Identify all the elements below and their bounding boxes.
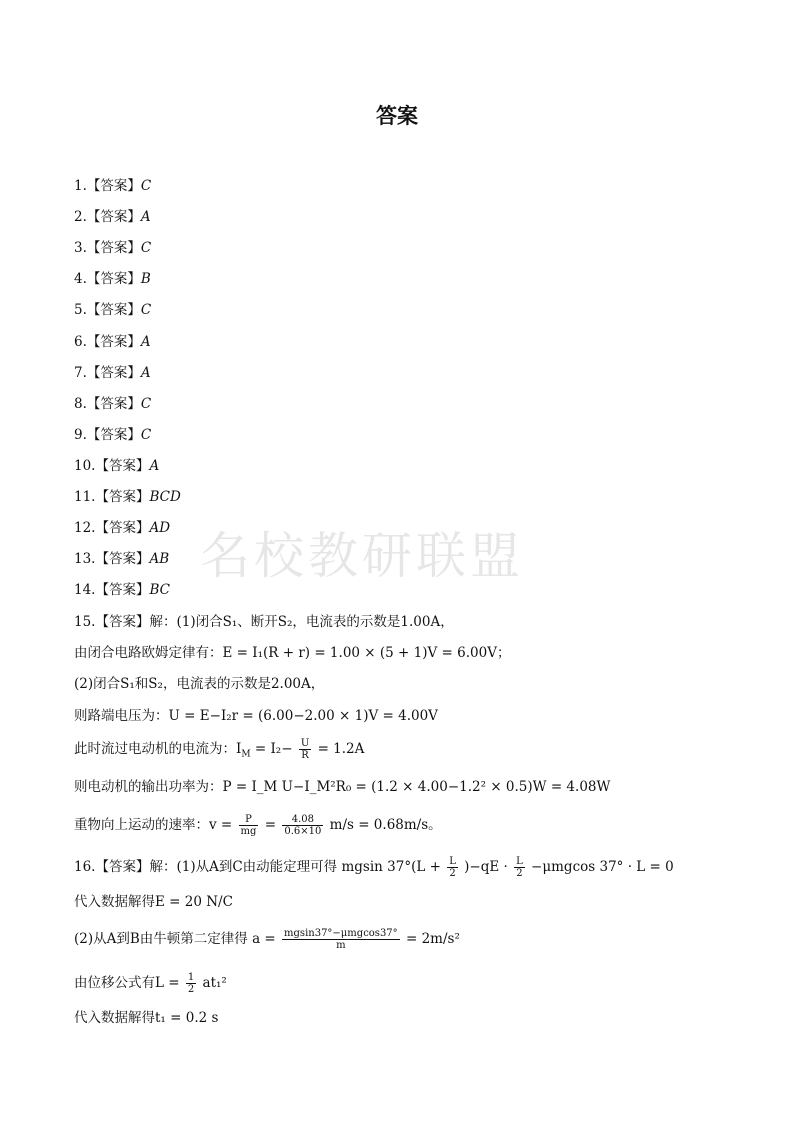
answer-tag: 【答案】 <box>86 395 141 412</box>
answer-item <box>74 332 151 352</box>
answer-val: BCD <box>149 489 181 505</box>
answer-item <box>74 549 169 569</box>
fraction: $\frac{U}{R}$ <box>300 738 310 761</box>
answer-tag: 【答案】 <box>95 551 150 568</box>
answer-item <box>74 363 151 383</box>
answer-num: 1. <box>74 178 87 194</box>
watermark: 名校教研联盟 <box>200 527 524 585</box>
answer-item <box>74 456 159 476</box>
q15-line-6: 则电动机的输出功率为：P = I_M U−I_M²R₀ = (1.2 × 4.00−1.2² × 0.5)W = 4.08W <box>74 779 611 795</box>
answer-val: A <box>140 209 151 226</box>
fraction: $\frac{P}{mg}$ <box>240 814 257 837</box>
q15-line-1: 15.【答案】解：(1)闭合S₁、断开S₂，电流表的示数是1.00A， <box>74 614 454 630</box>
answer-tag: 【答案】 <box>86 302 141 319</box>
answer-item <box>74 487 181 507</box>
answer-val: AB <box>149 551 170 568</box>
fraction: $\frac{L}{2}$ <box>449 856 456 879</box>
answer-num: 3. <box>74 240 87 257</box>
q15-line-2: 由闭合电路欧姆定律有：E = I₁(R + r) = 1.00 × (5 + 1)V = 6.00V； <box>74 645 511 661</box>
answer-tag: 【答案】 <box>95 582 150 599</box>
answer-num: 9. <box>74 426 87 443</box>
answer-tag: 【答案】 <box>95 489 150 505</box>
answer-num: 13. <box>74 551 96 568</box>
answer-val: B <box>140 271 151 288</box>
answer-item <box>74 238 151 258</box>
answer-tag: 【答案】 <box>86 209 141 226</box>
answer-item <box>74 425 151 445</box>
q16-line-3: (2)从A到B由牛顿第二定律得 a = $\frac{\text{mgsin37°−μmgcos37°}}{m}$ = 2m/s² <box>74 928 460 951</box>
answer-val: A <box>149 457 160 474</box>
answer-val: C <box>140 240 152 257</box>
answer-num: 6. <box>74 333 87 350</box>
answer-tag: 【答案】 <box>86 240 141 257</box>
answer-num: 10. <box>74 457 96 474</box>
answer-item <box>74 518 170 538</box>
q16-line-4: 由位移公式有L = $\frac{1}{2}$ at₁² <box>74 972 227 995</box>
answer-tag: 【答案】 <box>95 457 150 474</box>
answer-tag: 【答案】 <box>86 271 141 288</box>
answer-item <box>74 207 151 227</box>
answer-item <box>74 394 151 414</box>
q16-line-1: 16.【答案】解：(1)从A到C由动能定理可得 mgsin 37°(L + $\frac{L}{2}$ )−qE · $\frac{L}{2}$ −μmgcos 37° · L = 0 <box>74 856 674 879</box>
answer-val: BC <box>149 582 170 599</box>
q16-line-5: 代入数据解得t₁ = 0.2 s <box>74 1010 219 1026</box>
fraction: $\frac{\text{mgsin37°−μmgcos37°}}{m}$ <box>284 928 398 951</box>
answer-tag: 【答案】 <box>86 364 141 381</box>
q15-line-3: (2)闭合S₁和S₂，电流表的示数是2.00A， <box>74 676 325 692</box>
fraction: $\frac{4.08}{0.6\times 10}$ <box>284 814 322 837</box>
answer-val: C <box>140 426 152 443</box>
answer-item <box>74 300 151 320</box>
answer-item <box>74 580 170 600</box>
page-title: 答案 <box>376 104 418 128</box>
answer-val: AD <box>149 520 171 537</box>
answer-tag: 【答案】 <box>95 520 150 537</box>
answer-val: C <box>140 302 152 319</box>
answer-num: 5. <box>74 302 87 319</box>
answer-val: C <box>140 395 152 412</box>
fraction: $\frac{L}{2}$ <box>516 856 523 879</box>
q16-line-2: 代入数据解得E = 20 N/C <box>74 894 233 910</box>
q15-line-7: 重物向上运动的速率：v = $\frac{P}{mg}$ = $\frac{4.08}{0.6\times 10}$ m/s = 0.68m/s。 <box>74 814 442 837</box>
answer-num: 4. <box>74 271 87 288</box>
q15-line-4: 则路端电压为：U = E−I₂r = (6.00−2.00 × 1)V = 4.00V <box>74 708 438 724</box>
answer-num: 8. <box>74 395 87 412</box>
q15-line-5: 此时流过电动机的电流为：$I_M = I_2-$ $\frac{U}{R}$ = 1.2A <box>74 738 365 761</box>
answer-val: A <box>140 333 151 350</box>
answer-item <box>74 269 151 289</box>
answer-item <box>74 176 151 196</box>
answer-num: 7. <box>74 364 87 381</box>
answer-tag: 【答案】 <box>86 333 141 350</box>
answer-tag: 【答案】 <box>86 426 141 443</box>
answer-num: 11. <box>74 489 96 505</box>
answer-tag: 【答案】 <box>86 178 141 194</box>
answer-val: A <box>140 364 151 381</box>
fraction: $\frac{1}{2}$ <box>187 972 195 995</box>
answer-num: 12. <box>74 520 96 537</box>
answer-num: 14. <box>74 582 96 599</box>
answer-val: C <box>140 178 152 194</box>
answer-num: 2. <box>74 209 87 226</box>
